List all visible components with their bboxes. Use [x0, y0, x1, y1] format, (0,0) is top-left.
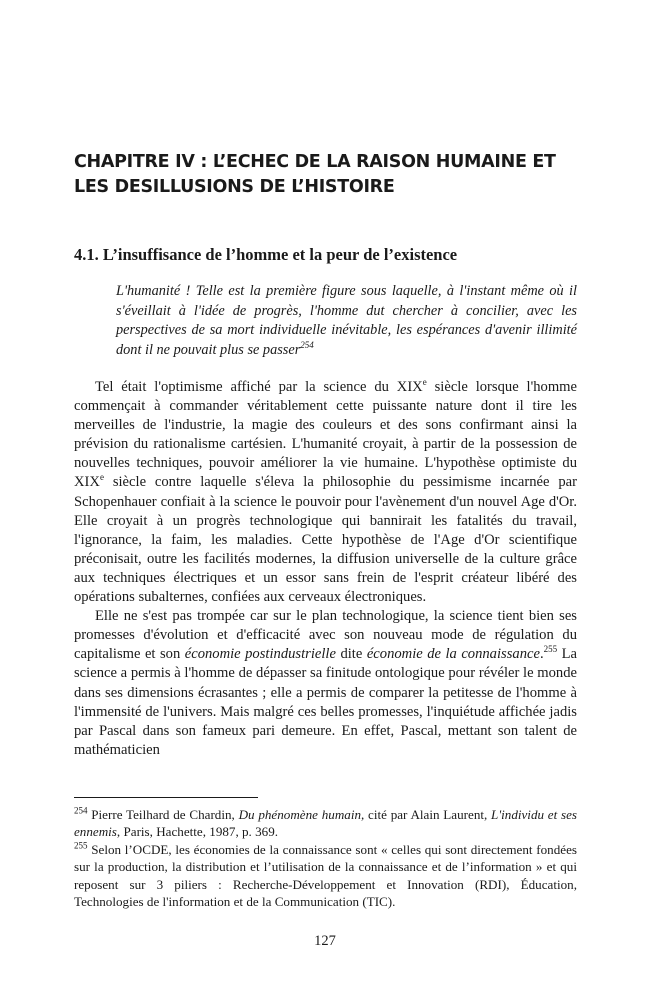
footnote-separator: [74, 797, 258, 798]
century-superscript: e: [422, 377, 427, 388]
century-superscript: e: [99, 472, 104, 483]
epigraph-text: L'humanité ! Telle est la première figure sous laquelle, à l'instant même où il s'éveillait à l'idée de progrès, l'homme dut chercher à concilier, avec les perspectives de sa mort individuelle inévitable, les espérances d'avenir illimité dont il ne pouvait plus se passer: [116, 283, 577, 358]
paragraph-2-part-b: dite: [335, 646, 367, 663]
body-text: [74, 378, 577, 760]
footnote-254-book-title: Du phénomène humain,: [238, 807, 365, 822]
paragraph-1: [74, 378, 577, 607]
paragraph-2-emphasis-1: économie postindustrielle: [184, 646, 336, 663]
footnotes: [74, 806, 577, 910]
footnote-ref-255[interactable]: 255: [543, 644, 558, 655]
paragraph-1-part-a: Tel était l'optimisme affiché par la science du XIX: [95, 379, 423, 395]
footnote-number: 254: [74, 805, 88, 816]
paragraph-2-part-a: Elle ne s'est pas trompée car sur le plan technologique, la science tient bien ses promesses d'évolution et d'efficacité avec son nouveau mode de régulation du capitalisme et son: [74, 608, 577, 663]
page-number: 127: [314, 933, 336, 949]
footnote-254-book-title-2: L'individu et ses ennemis: [74, 807, 578, 840]
footnote-254: [74, 806, 577, 841]
paragraph-2-part-c: .: [539, 646, 544, 663]
paragraph-2-part-d: La science a permis à l'homme de dépasser sa finitude ontologique pour révéler le monde dans ses dimensions écrasantes ; elle a permis de comparer la petitesse de l'homme à l'immensité de l'univers. Mais malgré ces belles promesses, l'inquiétude affichée jadis par Pascal dans son fameux pari demeure. En effet, Pascal, mettant son talent de mathématicien: [74, 646, 577, 758]
paragraph-1-part-c: siècle contre laquelle s'éleva la philosophie du pessimisme incarnée par Schopenhauer confiait à la science le pouvoir pour l'avènement d'un nouvel Age d'Or. Elle croyait à un progrès technologique qui bannirait les fatalités du travail, l'ignorance, la faim, les maladies. Cette hypothèse de l'Age d'Or scientifique préconisait, outre les facilités modernes, la diffusion universelle de la culture grâce aux techniques électriques et un essor sans frein de l'esprit créateur libéré des opérations subalternes, confiées aux cerveaux électroniques.: [74, 474, 577, 606]
page-body: [74, 150, 577, 760]
epigraph-quote: [116, 282, 577, 360]
footnote-254-part-a: Pierre Teilhard de Chardin,: [87, 807, 239, 822]
footnote-255: [74, 841, 577, 911]
footnote-254-part-b: cité par Alain Laurent,: [364, 807, 492, 822]
section-title: 4.1. L’insuffisance de l’homme et la peur de l’existence: [74, 245, 458, 264]
footnote-ref-254[interactable]: 254: [300, 339, 314, 350]
footnote-number: 255: [74, 840, 88, 851]
chapter-title-line-2: LES DESILLUSIONS DE L’HISTOIRE: [74, 177, 395, 197]
paragraph-2: [74, 607, 577, 760]
chapter-title: [74, 150, 577, 200]
chapter-title-line-1: CHAPITRE IV : L’ECHEC DE LA RAISON HUMAINE ET: [74, 152, 556, 172]
footnote-254-part-c: , Paris, Hachette, 1987, p. 369.: [116, 824, 279, 840]
footnote-255-text: Selon l’OCDE, les économies de la connaissance sont « celles qui sont directement fondées sur la production, la distribution et l’utilisation de la connaissance et de l’information » et qui reposent sur 3 piliers : Recherche-Développement et Innovation (RDI), Éducation, Technologies de l'information et de la Communication (TIC).: [74, 841, 577, 910]
paragraph-1-part-b: siècle lorsque l'homme commençait à commander véritablement cette puissante nature dont il tire les merveilles de l'industrie, la magie des couleurs et des sons confirmant ainsi la prévision du rationalisme cartésien. L'humanité croyait, à partir de la possession de nouvelles techniques, pouvoir améliorer la vie humaine. L'hypothèse optimiste du XIX: [74, 379, 577, 491]
paragraph-2-emphasis-2: économie de la connaissance: [366, 646, 540, 663]
